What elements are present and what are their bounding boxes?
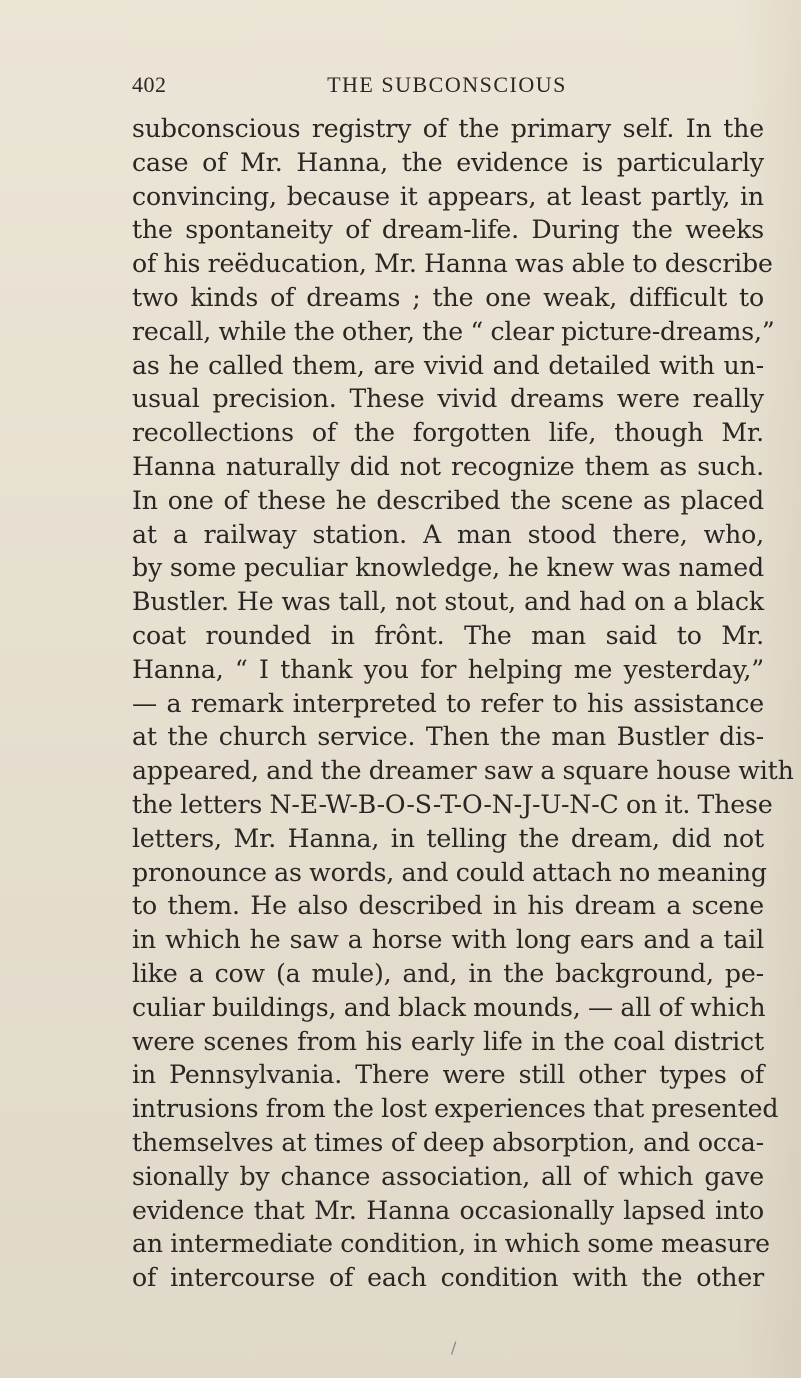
running-head — [132, 72, 762, 102]
text-line: appeared, and the dreamer saw a square house with — [132, 756, 794, 786]
text-line: an intermediate condition, in which some measure — [132, 1229, 770, 1259]
text-line: in Pennsylvania. There were still other types of — [132, 1060, 764, 1090]
page-number: 402 — [132, 72, 167, 97]
text-line: of his reëducation, Mr. Hanna was able to describe — [132, 249, 773, 279]
text-line: culiar buildings, and black mounds, — all of which — [132, 992, 766, 1022]
running-title: THE SUBCONSCIOUS — [327, 72, 567, 97]
text-line: In one of these he described the scene as placed — [132, 485, 764, 515]
text-line: pronounce as words, and could attach no meaning — [132, 857, 767, 887]
text-line: the letters N-E-W-B-O-S-T-O-N-J-U-N-C on it. These — [132, 789, 773, 819]
text-line: sionally by chance association, all of which gave — [132, 1161, 764, 1191]
text-line: Bustler. He was tall, not stout, and had on a black — [132, 587, 764, 617]
text-line: themselves at times of deep absorption, and occa- — [132, 1127, 764, 1157]
text-line: of intercourse of each condition with the other — [132, 1263, 764, 1293]
text-line: at a railway station. A man stood there, who, — [132, 519, 764, 549]
text-line: coat rounded in frônt. The man said to Mr. — [132, 620, 764, 650]
text-line: recall, while the other, the “ clear picture-dreams,” — [132, 316, 775, 346]
stray-mark: / — [451, 1338, 457, 1357]
text-line: were scenes from his early life in the coal district — [132, 1026, 764, 1056]
text-line: Hanna, “ I thank you for helping me yesterday,” — [132, 654, 764, 684]
text-line: letters, Mr. Hanna, in telling the dream, did not — [132, 823, 764, 853]
text-line: at the church service. Then the man Bustler dis- — [132, 722, 764, 752]
text-line: evidence that Mr. Hanna occasionally lapsed into — [132, 1195, 764, 1225]
text-line: usual precision. These vivid dreams were really — [132, 384, 764, 414]
text-line: — a remark interpreted to refer to his assistance — [132, 688, 764, 718]
text-line: recollections of the forgotten life, though Mr. — [132, 418, 764, 448]
text-line: Hanna naturally did not recognize them as such. — [132, 451, 764, 481]
text-line: to them. He also described in his dream a scene — [132, 891, 764, 921]
text-line: in which he saw a horse with long ears and a tail — [132, 925, 764, 955]
text-line: case of Mr. Hanna, the evidence is particularly — [132, 147, 764, 177]
text-line: as he called them, are vivid and detailed with un- — [132, 350, 764, 380]
text-line: by some peculiar knowledge, he knew was named — [132, 553, 764, 583]
text-line: the spontaneity of dream-life. During the weeks — [132, 215, 764, 245]
text-line: convincing, because it appears, at least partly, in — [132, 181, 764, 211]
text-line: two kinds of dreams ; the one weak, difficult to — [132, 282, 764, 312]
text-line: like a cow (a mule), and, in the background, pe- — [132, 958, 764, 988]
text-line: subconscious registry of the primary self. In the — [132, 114, 764, 143]
text-line: intrusions from the lost experiences that presented — [132, 1094, 779, 1124]
body-text — [132, 112, 794, 1295]
